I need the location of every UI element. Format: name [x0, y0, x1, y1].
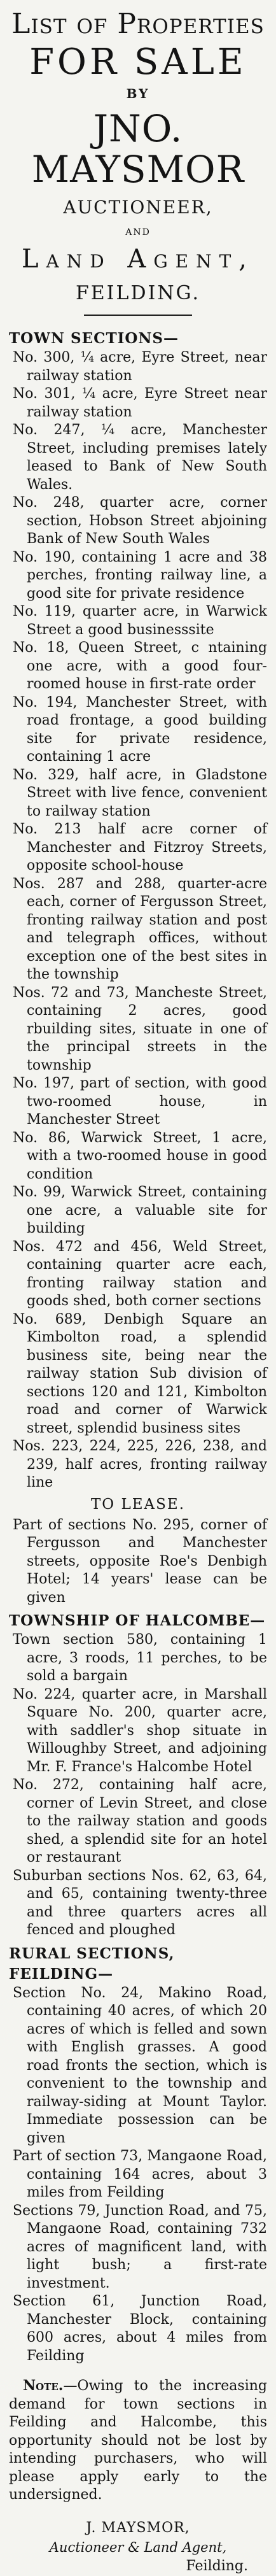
advertisement-header	[9, 9, 267, 316]
role-auctioneer: AUCTIONEER,	[63, 197, 213, 218]
list-item: Part of section 73, Mangaone Road, containing 164 acres, about 3 miles from Feilding	[13, 2148, 267, 2200]
list-item: No. 224, quarter acre, in Marshall Square No. 200, quarter acre, with saddler's shop situate in Willoughby Street, and adjoining Mr. F. France's Halcombe Hotel	[13, 1686, 267, 1775]
signature-place: Feilding.	[186, 2558, 248, 2574]
list-item: No. 301, ¼ acre, Eyre Street near railway station	[13, 386, 267, 420]
list-item: No. 247, ¼ acre, Manchester Street, including premises lately leased to Bank of New South Wales.	[13, 422, 267, 493]
note-lead: Note.	[23, 2377, 64, 2394]
list-item: Nos. 287 and 288, quarter-acre each, corner of Fergusson Street, fronting railway station and post and telegraph offices, without exception one of the best sites in the township	[13, 875, 267, 982]
list-item: No. 272, containing half acre, corner of Levin Street, and close to the railway station and goods shed, a splendid site for an hotel or restaurant	[13, 1777, 267, 1865]
list-item: Section 61, Junction Road, Manchester Block, containing 600 acres, about 4 miles from Feilding	[13, 2293, 267, 2364]
list-item: Part of sections No. 295, corner of Fergusson and Manchester streets, opposite Roe's Denbigh Hotel; 14 years' lease can be given	[13, 1517, 267, 1606]
list-item: No. 18, Queen Street, c ntaining one acre, with a good four-roomed house in first-rate order	[13, 640, 267, 692]
list-item: Nos. 72 and 73, Mancheste Street, containing 2 acres, good rbuilding sites, situate in one of the principal streets in the township	[13, 984, 267, 1073]
section-heading-rural: RURAL SECTIONS, FEILDING—	[9, 1944, 175, 1983]
list-item: No. 329, half acre, in Gladstone Street with live fence, convenient to railway station	[13, 767, 267, 819]
signature-block	[9, 2519, 267, 2576]
list-item: No. 86, Warwick Street, 1 acre, with a two-roomed house in good condition	[13, 1129, 267, 1182]
list-item: No. 197, part of section, with good two-roomed house, in Manchester Street	[13, 1075, 267, 1128]
list-item: No. 99, Warwick Street, containing one acre, a valuable site for building	[13, 1184, 267, 1236]
list-item: No. 213 half acre corner of Manchester and Fitzroy Streets, opposite school-house	[13, 821, 267, 874]
list-item: No. 194, Manchester Street, with road frontage, a good building site for private residence, containing 1 acre	[13, 694, 267, 765]
header-by: BY	[126, 86, 150, 101]
section-heading-halcombe: TOWNSHIP OF HALCOMBE—	[9, 1612, 266, 1629]
list-item: Suburban sections Nos. 62, 63, 64, and 65, containing twenty-three and three quarters acres all fenced and ploughed	[13, 1867, 267, 1938]
list-item: No. 119, quarter acre, in Warwick Street a good businesssite	[13, 604, 267, 638]
list-item: Section No. 24, Makino Road, containing 40 acres, of which 20 acres of which is felled and sown with English grasses. A good road fronts the section, which is convenient to the township and railway-siding at Mount Taylor. Immediate possession can be given	[13, 1985, 267, 2146]
list-item: No. 190, containing 1 acre and 38 perches, fronting railway line, a good site for private residence	[13, 549, 267, 602]
section-heading-lease: TO LEASE.	[90, 1496, 186, 1513]
signature-title: Auctioneer & Land Agent,	[49, 2539, 227, 2555]
list-item: No. 300, ¼ acre, Eyre Street, near railway station	[13, 350, 267, 384]
closing-note	[9, 2377, 267, 2505]
header-town: FEILDING.	[75, 282, 201, 304]
signature-name: J. MAYSMOR,	[86, 2519, 190, 2536]
note-text: —Owing to the increasing demand for town sections in Feilding and Halcombe, this opportunity should not be lost by intending purchasers, who will please apply early to the undersigned.	[9, 2378, 267, 2503]
section-heading-town: TOWN SECTIONS—	[9, 330, 179, 347]
auctioneer-name: JNO. MAYSMOR	[31, 107, 245, 191]
list-item: Town section 580, containing 1 acre, 3 roods, 11 perches, to be sold a bargain	[13, 1632, 267, 1684]
list-item: Nos. 472 and 456, Weld Street, containing quarter acre each, fronting railway station and goods shed, both corner sections	[13, 1238, 267, 1309]
list-item: Sections 79, Junction Road, and 75, Mangaone Road, containing 732 acres of magnificent land, with light bush; a first-rate investment.	[13, 2202, 267, 2291]
list-item: No. 689, Denbigh Square an Kimbolton road, a splendid business site, being near the railway station Sub division of sections 120 and 121, Kimbolton road and corner of Warwick street, splendid business sites	[13, 1311, 267, 1436]
header-divider	[84, 315, 192, 316]
header-line2: FOR SALE	[29, 41, 247, 83]
list-item: Nos. 223, 224, 225, 226, 238, and 239, half acres, fronting railway line	[13, 1438, 267, 1490]
header-and: AND	[125, 227, 151, 237]
header-line1: List of Properties	[11, 8, 265, 40]
list-item: No. 248, quarter acre, corner section, Hobson Street abjoining Bank of New South Wales	[13, 495, 267, 547]
role-land-agent: Land Agent,	[21, 244, 255, 274]
